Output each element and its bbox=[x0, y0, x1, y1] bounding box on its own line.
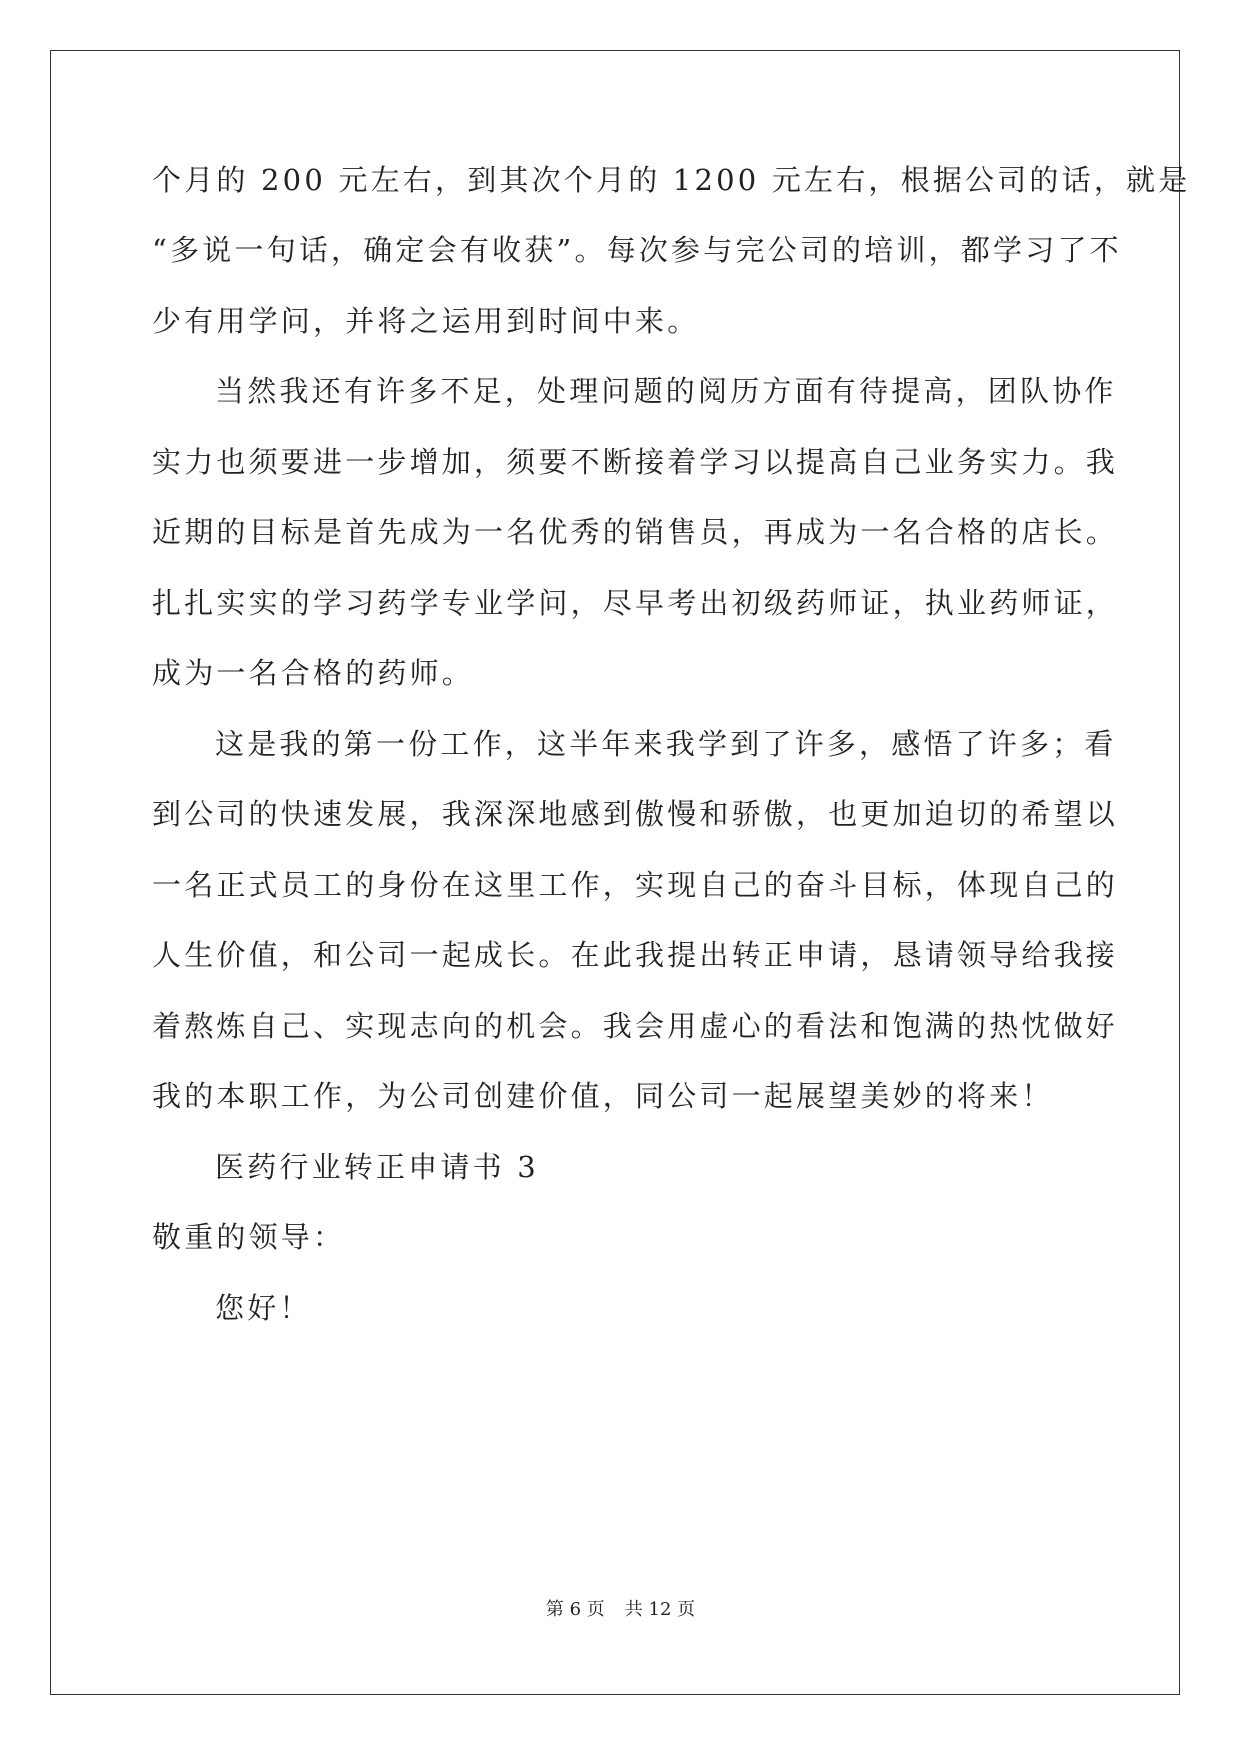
body-line-4: 当然我还有许多不足，处理问题的阅历方面有待提高，团队协作 bbox=[215, 374, 1117, 408]
body-line-12: 人生价值，和公司一起成长。在此我提出转正申请，恳请领导给我接 bbox=[152, 938, 1119, 972]
greeting: 您好！ bbox=[215, 1291, 312, 1325]
body-line-7: 扎扎实实的学习药学专业学问，尽早考出初级药师证，执业药师证， bbox=[152, 586, 1119, 620]
body-line-8: 成为一名合格的药师。 bbox=[152, 656, 475, 690]
page-footer bbox=[0, 1598, 1241, 1622]
salutation: 敬重的领导： bbox=[152, 1220, 346, 1254]
body-line-5: 实力也须要进一步增加，须要不断接着学习以提高自己业务实力。我 bbox=[152, 445, 1119, 479]
body-line-9: 这是我的第一份工作，这半年来我学到了许多，感悟了许多；看 bbox=[215, 727, 1117, 761]
page-number-current: 第 6 页 bbox=[545, 1599, 605, 1620]
body-line-1: 个月的 200 元左右，到其次个月的 1200 元左右，根据公司的话，就是 bbox=[152, 163, 1191, 197]
body-line-10: 到公司的快速发展，我深深地感到傲慢和骄傲，也更加迫切的希望以 bbox=[152, 797, 1119, 831]
body-line-14: 我的本职工作，为公司创建价值，同公司一起展望美妙的将来！ bbox=[152, 1079, 1054, 1113]
body-line-3: 少有用学问，并将之运用到时间中来。 bbox=[152, 304, 700, 338]
body-line-13: 着熬炼自己、实现志向的机会。我会用虚心的看法和饱满的热忱做好 bbox=[152, 1009, 1119, 1043]
page-number-total: 共 12 页 bbox=[624, 1599, 696, 1620]
body-line-11: 一名正式员工的身份在这里工作，实现自己的奋斗目标，体现自己的 bbox=[152, 868, 1119, 902]
section-heading: 医药行业转正申请书 3 bbox=[215, 1150, 539, 1184]
body-line-6: 近期的目标是首先成为一名优秀的销售员，再成为一名合格的店长。 bbox=[152, 515, 1119, 549]
body-line-2: “多说一句话，确定会有收获”。每次参与完公司的培训，都学习了不 bbox=[152, 233, 1122, 267]
